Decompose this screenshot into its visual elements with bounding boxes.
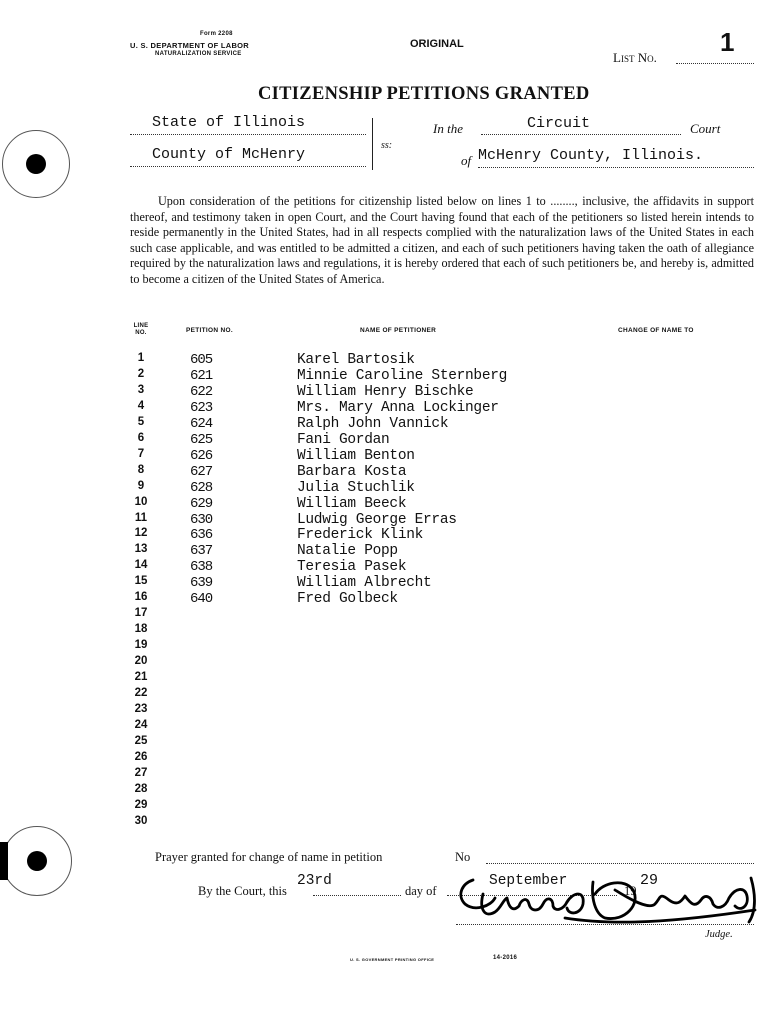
petition-number: 627 xyxy=(190,463,213,480)
petition-number: 624 xyxy=(190,415,213,432)
year-prefix: 19 xyxy=(624,884,637,898)
petitioner-name: Fred Golbeck xyxy=(297,591,398,608)
list-label: List No. xyxy=(613,50,657,65)
line-number: 20 xyxy=(134,655,148,668)
table-row xyxy=(0,735,770,751)
table-row xyxy=(0,384,770,400)
petitioner-name: Teresia Pasek xyxy=(297,559,407,576)
service: NATURALIZATION SERVICE xyxy=(155,51,242,57)
line-number: 11 xyxy=(134,511,148,524)
printer-line: U. S. GOVERNMENT PRINTING OFFICE xyxy=(350,957,435,962)
form-number: Form 2208 xyxy=(200,31,233,37)
line-number: 24 xyxy=(134,718,148,731)
county-field xyxy=(130,146,366,167)
judge-label: Judge. xyxy=(705,929,733,940)
list-number: 1 xyxy=(720,27,735,57)
table-row xyxy=(0,464,770,480)
petitioner-name: Ralph John Vannick xyxy=(297,415,449,432)
prayer-no-label: No xyxy=(455,850,471,864)
venue-bracket xyxy=(372,118,377,170)
table-row xyxy=(0,623,770,639)
edge-mark xyxy=(0,842,8,880)
line-number: 30 xyxy=(134,814,148,827)
day-of-label: day of xyxy=(405,884,437,898)
table-row xyxy=(0,368,770,384)
table-row xyxy=(0,543,770,559)
original-label: ORIGINAL xyxy=(410,38,464,50)
line-number: 28 xyxy=(134,782,148,795)
petitioner-name: William Beeck xyxy=(297,495,407,512)
line-number: 23 xyxy=(134,702,148,715)
line-number: 5 xyxy=(137,415,145,428)
petitioner-name: Fani Gordan xyxy=(297,431,390,448)
prayer-no-line xyxy=(486,851,754,864)
table-row xyxy=(0,400,770,416)
table-row xyxy=(0,655,770,671)
table-row xyxy=(0,480,770,496)
line-number: 9 xyxy=(137,479,145,492)
judge-signature xyxy=(455,868,770,938)
petition-number: 629 xyxy=(190,495,213,512)
ss-label: ss: xyxy=(381,140,393,151)
petition-number: 630 xyxy=(190,511,213,528)
line-number: 14 xyxy=(134,559,148,572)
petition-number: 622 xyxy=(190,383,213,400)
col-change: CHANGE OF NAME TO xyxy=(618,327,694,334)
table-row xyxy=(0,687,770,703)
punch-hole-top xyxy=(2,130,70,198)
petition-number: 605 xyxy=(190,352,213,368)
line-number: 10 xyxy=(134,495,148,508)
petitioner-name: Ludwig George Erras xyxy=(297,511,457,528)
petition-number: 626 xyxy=(190,447,213,464)
table-row xyxy=(0,607,770,623)
table-row xyxy=(0,432,770,448)
table-row xyxy=(0,783,770,799)
line-number: 16 xyxy=(134,591,148,604)
table-row xyxy=(0,496,770,512)
table-row xyxy=(0,639,770,655)
line-number: 15 xyxy=(134,575,148,588)
court-location-field xyxy=(478,147,754,168)
day-field xyxy=(297,873,401,896)
line-number: 18 xyxy=(134,623,148,636)
line-number: 7 xyxy=(137,447,145,460)
prayer-text: Prayer granted for change of name in petition xyxy=(155,850,383,864)
petition-number: 625 xyxy=(190,431,213,448)
table-row xyxy=(0,575,770,591)
punch-hole-bottom xyxy=(2,826,72,896)
line-number: 21 xyxy=(134,671,148,683)
petitioner-name: Karel Bartosik xyxy=(297,352,415,368)
line-number: 4 xyxy=(137,399,145,412)
line-number: 2 xyxy=(137,367,145,380)
petitioner-name: Natalie Popp xyxy=(297,543,398,560)
petitioner-name: Minnie Caroline Sternberg xyxy=(297,367,508,384)
state-field xyxy=(130,114,366,135)
table-row xyxy=(0,512,770,528)
petition-number: 628 xyxy=(190,479,213,496)
line-number: 3 xyxy=(137,383,145,396)
petitioner-name: Frederick Klink xyxy=(297,527,424,544)
line-number: 8 xyxy=(137,463,145,476)
page-title: CITIZENSHIP PETITIONS GRANTED xyxy=(258,84,590,104)
court-type-value: Circuit xyxy=(527,115,591,132)
petitioner-name: Julia Stuchlik xyxy=(297,479,415,496)
state-value: State of Illinois xyxy=(152,114,306,131)
table-row xyxy=(0,448,770,464)
petition-number: 638 xyxy=(190,559,213,576)
order-paragraph: Upon consideration of the petitions for citizenship listed below on lines 1 to ........, inclusive, the affidavits in support thereof, and testimony taken in open Court, and the Court having found that each of the petitioners so listed herein intends to reside permanently in the United States, had in all respects complied with the naturalization laws of the United States in each such case applicable, and was entitled to be admitted a citizen, and each of such petitioners having taken the oath of allegiance required by the naturalization laws and regulations, it is hereby ordered that each of such petitioners be, and hereby is, admitted to become a citizen of the United States of America. xyxy=(130,194,754,286)
court-label: Court xyxy=(690,121,721,136)
petitioner-name: Barbara Kosta xyxy=(297,463,407,480)
petitioner-name: William Albrecht xyxy=(297,575,432,592)
col-line-no-label: LINE NO. xyxy=(133,323,149,336)
line-number: 17 xyxy=(134,607,148,620)
line-number: 6 xyxy=(137,431,145,444)
table-row xyxy=(0,767,770,783)
table-row xyxy=(0,671,770,687)
county-value: County of McHenry xyxy=(152,146,306,163)
petition-number: 636 xyxy=(190,527,213,544)
petition-number: 623 xyxy=(190,399,213,416)
petition-number: 639 xyxy=(190,575,213,592)
table-row xyxy=(0,703,770,719)
court-type-field xyxy=(481,116,681,135)
line-number: 27 xyxy=(134,766,148,779)
day-value: 23rd xyxy=(297,873,332,889)
by-court-label: By the Court, this xyxy=(198,884,287,898)
line-number: 26 xyxy=(134,750,148,763)
in-the-label: In the xyxy=(433,121,463,136)
line-number: 22 xyxy=(134,686,148,699)
petition-number: 637 xyxy=(190,543,213,560)
year-suffix: 29 xyxy=(640,872,659,889)
col-petition-no: PETITION NO. xyxy=(186,327,233,334)
form-code: 14-2016 xyxy=(493,955,518,961)
line-number: 29 xyxy=(134,798,148,811)
line-number: 12 xyxy=(134,527,148,540)
petitioner-name: William Benton xyxy=(297,447,415,464)
table-row xyxy=(0,719,770,735)
table-row xyxy=(0,799,770,815)
court-location-value: McHenry County, Illinois. xyxy=(478,147,704,164)
table-row xyxy=(0,815,770,831)
month-value: September xyxy=(489,873,568,889)
judge-line xyxy=(456,924,754,925)
petitioner-name: Mrs. Mary Anna Lockinger xyxy=(297,399,499,416)
col-line-no xyxy=(130,323,152,337)
petition-number: 621 xyxy=(190,367,213,384)
department: U. S. DEPARTMENT OF LABOR xyxy=(130,41,250,50)
table-row xyxy=(0,559,770,575)
of-label: of xyxy=(461,153,472,168)
petitioner-name: William Henry Bischke xyxy=(297,383,474,400)
table-row xyxy=(0,751,770,767)
list-number-line xyxy=(676,47,754,64)
line-number: 25 xyxy=(134,734,148,747)
col-name: NAME OF PETITIONER xyxy=(360,327,437,334)
table-row xyxy=(0,416,770,432)
petition-number: 640 xyxy=(190,591,213,608)
table-row xyxy=(0,591,770,607)
line-number: 13 xyxy=(134,543,148,556)
line-number: 1 xyxy=(137,352,145,364)
table-row xyxy=(0,527,770,543)
table-row xyxy=(0,352,770,368)
line-number: 19 xyxy=(134,639,148,652)
